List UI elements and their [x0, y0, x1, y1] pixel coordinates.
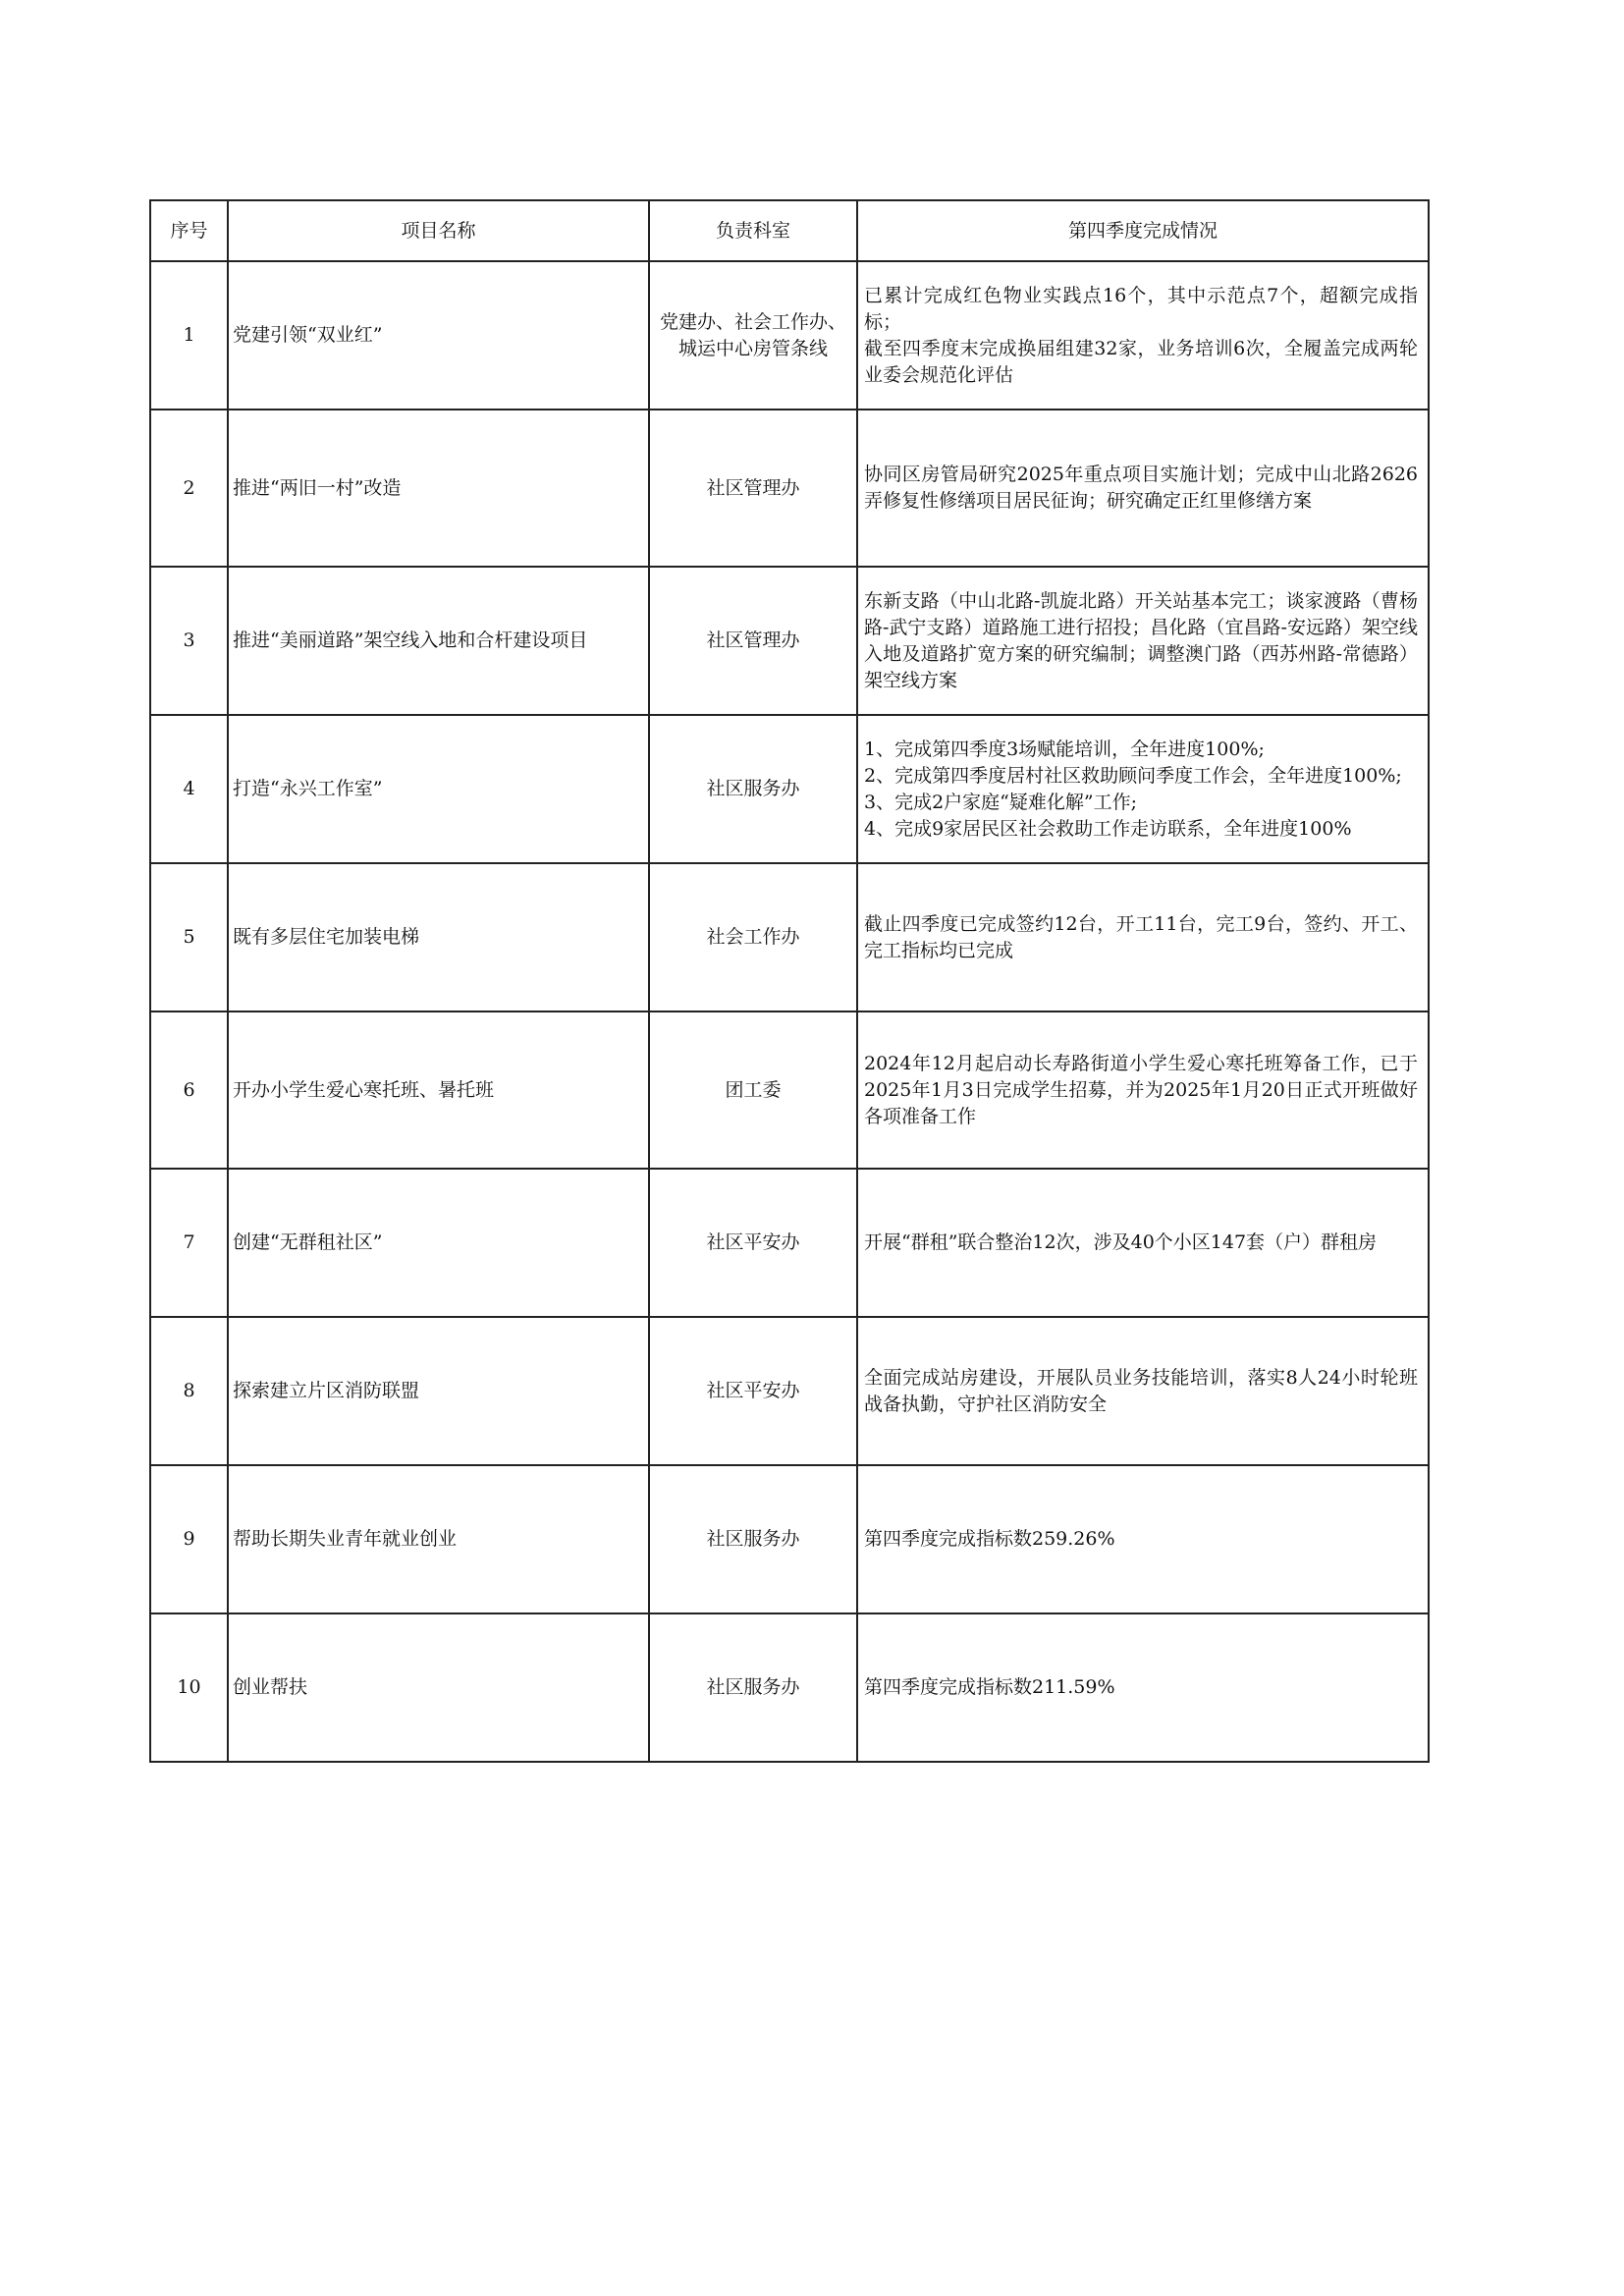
department-cell: 社区服务办 [649, 1613, 857, 1762]
table-row [150, 715, 1429, 863]
table-row [150, 1317, 1429, 1465]
project-name-cell: 推进“两旧一村”改造 [228, 410, 649, 567]
row-index: 9 [150, 1465, 228, 1613]
department-cell: 团工委 [649, 1011, 857, 1169]
q4-status-cell: 第四季度完成指标数259.26% [857, 1465, 1429, 1613]
q4-status-cell: 开展“群租”联合整治12次，涉及40个小区147套（户）群租房 [857, 1169, 1429, 1317]
department-cell: 社区平安办 [649, 1317, 857, 1465]
department-cell: 社会工作办 [649, 863, 857, 1011]
q4-status-cell: 协同区房管局研究2025年重点项目实施计划；完成中山北路2626弄修复性修缮项目居民征询；研究确定正红里修缮方案 [857, 410, 1429, 567]
q4-status-cell: 1、完成第四季度3场赋能培训，全年进度100%; 2、完成第四季度居村社区救助顾问季度工作会，全年进度100%; 3、完成2户家庭“疑难化解”工作; 4、完成9家居民区社会救助工作走访联系，全年进度100% [857, 715, 1429, 863]
q4-status-cell: 第四季度完成指标数211.59% [857, 1613, 1429, 1762]
row-index: 6 [150, 1011, 228, 1169]
header-row [150, 200, 1429, 261]
table-row [150, 1613, 1429, 1762]
department-cell: 社区管理办 [649, 410, 857, 567]
row-index: 8 [150, 1317, 228, 1465]
header-q4-status: 第四季度完成情况 [857, 200, 1429, 261]
department-cell: 社区平安办 [649, 1169, 857, 1317]
project-name-cell: 既有多层住宅加装电梯 [228, 863, 649, 1011]
department-cell: 社区管理办 [649, 567, 857, 715]
project-name-cell: 创业帮扶 [228, 1613, 649, 1762]
q4-status-cell: 截止四季度已完成签约12台，开工11台，完工9台，签约、开工、完工指标均已完成 [857, 863, 1429, 1011]
project-name-cell: 开办小学生爱心寒托班、暑托班 [228, 1011, 649, 1169]
table-row [150, 863, 1429, 1011]
row-index: 7 [150, 1169, 228, 1317]
table-row [150, 1465, 1429, 1613]
row-index: 10 [150, 1613, 228, 1762]
department-cell: 社区服务办 [649, 1465, 857, 1613]
project-name-cell: 探索建立片区消防联盟 [228, 1317, 649, 1465]
table-row [150, 261, 1429, 410]
row-index: 2 [150, 410, 228, 567]
q4-status-cell: 全面完成站房建设，开展队员业务技能培训，落实8人24小时轮班战备执勤，守护社区消防安全 [857, 1317, 1429, 1465]
project-name-cell: 推进“美丽道路”架空线入地和合杆建设项目 [228, 567, 649, 715]
header-index: 序号 [150, 200, 228, 261]
project-name-cell: 帮助长期失业青年就业创业 [228, 1465, 649, 1613]
row-index: 5 [150, 863, 228, 1011]
row-index: 1 [150, 261, 228, 410]
header-department: 负责科室 [649, 200, 857, 261]
department-cell: 社区服务办 [649, 715, 857, 863]
q4-status-cell: 2024年12月起启动长寿路街道小学生爱心寒托班筹备工作，已于2025年1月3日完成学生招募，并为2025年1月20日正式开班做好各项准备工作 [857, 1011, 1429, 1169]
q4-status-cell: 已累计完成红色物业实践点16个，其中示范点7个，超额完成指标； 截至四季度末完成换届组建32家，业务培训6次，全履盖完成两轮业委会规范化评估 [857, 261, 1429, 410]
table-row [150, 567, 1429, 715]
row-index: 4 [150, 715, 228, 863]
header-project-name: 项目名称 [228, 200, 649, 261]
project-name-cell: 打造“永兴工作室” [228, 715, 649, 863]
table-row [150, 1011, 1429, 1169]
table-row [150, 1169, 1429, 1317]
row-index: 3 [150, 567, 228, 715]
project-name-cell: 党建引领“双业红” [228, 261, 649, 410]
table-row [150, 410, 1429, 567]
project-name-cell: 创建“无群租社区” [228, 1169, 649, 1317]
department-cell: 党建办、社会工作办、城运中心房管条线 [649, 261, 857, 410]
project-progress-table [149, 199, 1430, 1763]
q4-status-cell: 东新支路（中山北路-凯旋北路）开关站基本完工；谈家渡路（曹杨路-武宁支路）道路施工进行招投；昌化路（宜昌路-安远路）架空线入地及道路扩宽方案的研究编制；调整澳门路（西苏州路-常德路）架空线方案 [857, 567, 1429, 715]
